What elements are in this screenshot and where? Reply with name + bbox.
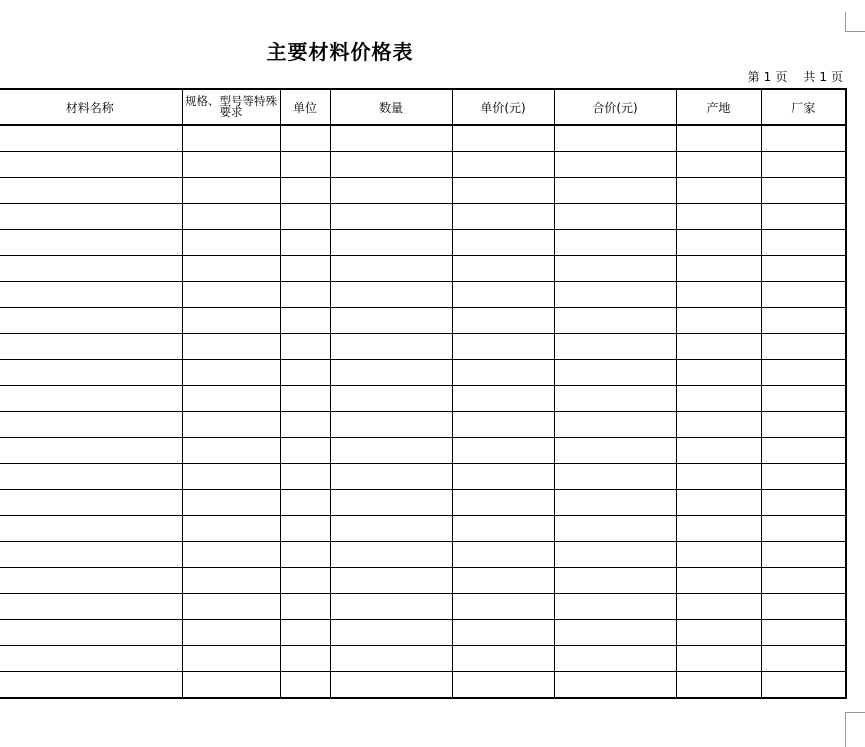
table-row — [0, 282, 846, 308]
cell-origin — [676, 516, 761, 542]
cell-unit — [280, 360, 330, 386]
cell-quantity — [330, 152, 452, 178]
cell-origin — [676, 568, 761, 594]
cell-unit-price — [452, 672, 554, 699]
cell-manufacturer — [761, 178, 846, 204]
cell-unit — [280, 386, 330, 412]
cell-origin — [676, 386, 761, 412]
material-price-table — [0, 88, 847, 699]
cell-origin — [676, 204, 761, 230]
cell-spec-requirements — [182, 672, 280, 699]
cell-material-name — [0, 178, 182, 204]
header-manufacturer: 厂家 — [761, 89, 846, 125]
cell-quantity — [330, 412, 452, 438]
cell-unit — [280, 542, 330, 568]
cell-unit — [280, 646, 330, 672]
cell-origin — [676, 672, 761, 699]
cell-total-price — [554, 230, 676, 256]
total-pages-number: 1 — [819, 70, 827, 84]
cell-spec-requirements — [182, 620, 280, 646]
cell-unit-price — [452, 125, 554, 152]
cell-total-price — [554, 568, 676, 594]
table-body — [0, 125, 846, 698]
cell-quantity — [330, 256, 452, 282]
table-row — [0, 412, 846, 438]
cell-total-price — [554, 256, 676, 282]
table-row — [0, 516, 846, 542]
table-row — [0, 125, 846, 152]
header-total-price: 合价(元) — [554, 89, 676, 125]
cell-total-price — [554, 178, 676, 204]
cell-unit — [280, 334, 330, 360]
cell-quantity — [330, 464, 452, 490]
cell-spec-requirements — [182, 646, 280, 672]
header-unit-price: 单价(元) — [452, 89, 554, 125]
table-row — [0, 438, 846, 464]
cell-unit — [280, 230, 330, 256]
cell-unit-price — [452, 360, 554, 386]
cell-unit-price — [452, 568, 554, 594]
cell-material-name — [0, 125, 182, 152]
crop-mark-top-right — [845, 12, 865, 32]
cell-manufacturer — [761, 568, 846, 594]
cell-material-name — [0, 594, 182, 620]
cell-spec-requirements — [182, 412, 280, 438]
cell-total-price — [554, 204, 676, 230]
cell-manufacturer — [761, 542, 846, 568]
cell-origin — [676, 646, 761, 672]
page-number-info — [744, 68, 843, 85]
cell-manufacturer — [761, 282, 846, 308]
cell-spec-requirements — [182, 594, 280, 620]
cell-origin — [676, 438, 761, 464]
cell-material-name — [0, 620, 182, 646]
cell-quantity — [330, 516, 452, 542]
cell-total-price — [554, 386, 676, 412]
cell-unit — [280, 204, 330, 230]
cell-manufacturer — [761, 334, 846, 360]
table-row — [0, 152, 846, 178]
cell-unit — [280, 568, 330, 594]
cell-total-price — [554, 438, 676, 464]
cell-unit-price — [452, 516, 554, 542]
cell-quantity — [330, 620, 452, 646]
cell-manufacturer — [761, 594, 846, 620]
cell-material-name — [0, 438, 182, 464]
cell-origin — [676, 152, 761, 178]
cell-quantity — [330, 490, 452, 516]
cell-unit-price — [452, 204, 554, 230]
crop-mark-bottom-right — [845, 712, 865, 747]
cell-material-name — [0, 490, 182, 516]
cell-origin — [676, 256, 761, 282]
header-spec-requirements: 规格、型号等特殊要求 — [182, 89, 280, 125]
cell-spec-requirements — [182, 334, 280, 360]
cell-manufacturer — [761, 412, 846, 438]
cell-total-price — [554, 282, 676, 308]
cell-total-price — [554, 646, 676, 672]
table-row — [0, 204, 846, 230]
cell-unit-price — [452, 412, 554, 438]
cell-origin — [676, 412, 761, 438]
cell-spec-requirements — [182, 386, 280, 412]
cell-quantity — [330, 230, 452, 256]
cell-manufacturer — [761, 646, 846, 672]
page-title: 主要材料价格表 — [266, 40, 414, 64]
cell-quantity — [330, 568, 452, 594]
cell-origin — [676, 620, 761, 646]
cell-origin — [676, 334, 761, 360]
cell-quantity — [330, 672, 452, 699]
cell-quantity — [330, 646, 452, 672]
current-page-prefix: 第 — [747, 70, 760, 84]
cell-unit — [280, 490, 330, 516]
cell-material-name — [0, 230, 182, 256]
cell-total-price — [554, 360, 676, 386]
table-row — [0, 620, 846, 646]
cell-manufacturer — [761, 360, 846, 386]
cell-material-name — [0, 516, 182, 542]
cell-material-name — [0, 256, 182, 282]
cell-total-price — [554, 516, 676, 542]
cell-spec-requirements — [182, 360, 280, 386]
cell-manufacturer — [761, 256, 846, 282]
cell-material-name — [0, 412, 182, 438]
cell-total-price — [554, 125, 676, 152]
cell-quantity — [330, 438, 452, 464]
cell-unit-price — [452, 178, 554, 204]
cell-spec-requirements — [182, 516, 280, 542]
table-row — [0, 386, 846, 412]
header-material-name: 材料名称 — [0, 89, 182, 125]
cell-manufacturer — [761, 438, 846, 464]
cell-material-name — [0, 308, 182, 334]
cell-origin — [676, 360, 761, 386]
cell-material-name — [0, 282, 182, 308]
cell-origin — [676, 594, 761, 620]
table-row — [0, 230, 846, 256]
cell-unit-price — [452, 282, 554, 308]
cell-unit-price — [452, 542, 554, 568]
cell-material-name — [0, 204, 182, 230]
cell-quantity — [330, 334, 452, 360]
cell-unit — [280, 672, 330, 699]
cell-total-price — [554, 464, 676, 490]
current-page-suffix: 页 — [775, 70, 788, 84]
table-header-row — [0, 89, 846, 125]
cell-spec-requirements — [182, 568, 280, 594]
cell-material-name — [0, 568, 182, 594]
cell-origin — [676, 464, 761, 490]
cell-total-price — [554, 620, 676, 646]
cell-quantity — [330, 308, 452, 334]
cell-material-name — [0, 334, 182, 360]
cell-total-price — [554, 152, 676, 178]
cell-manufacturer — [761, 230, 846, 256]
table-row — [0, 360, 846, 386]
cell-unit — [280, 438, 330, 464]
cell-unit-price — [452, 464, 554, 490]
cell-material-name — [0, 464, 182, 490]
table-row — [0, 646, 846, 672]
cell-manufacturer — [761, 464, 846, 490]
cell-total-price — [554, 672, 676, 699]
cell-manufacturer — [761, 386, 846, 412]
cell-origin — [676, 178, 761, 204]
cell-origin — [676, 542, 761, 568]
cell-unit-price — [452, 308, 554, 334]
total-pages-prefix: 共 — [803, 70, 816, 84]
cell-manufacturer — [761, 204, 846, 230]
cell-total-price — [554, 334, 676, 360]
header-quantity: 数量 — [330, 89, 452, 125]
table-row — [0, 334, 846, 360]
cell-material-name — [0, 360, 182, 386]
cell-quantity — [330, 594, 452, 620]
table-row — [0, 672, 846, 699]
cell-total-price — [554, 490, 676, 516]
cell-unit — [280, 464, 330, 490]
cell-unit — [280, 282, 330, 308]
cell-total-price — [554, 542, 676, 568]
table-row — [0, 542, 846, 568]
cell-material-name — [0, 542, 182, 568]
cell-spec-requirements — [182, 256, 280, 282]
cell-spec-requirements — [182, 490, 280, 516]
cell-total-price — [554, 412, 676, 438]
cell-unit-price — [452, 490, 554, 516]
cell-manufacturer — [761, 125, 846, 152]
cell-spec-requirements — [182, 464, 280, 490]
cell-quantity — [330, 542, 452, 568]
cell-unit-price — [452, 438, 554, 464]
cell-spec-requirements — [182, 308, 280, 334]
cell-origin — [676, 230, 761, 256]
total-pages-suffix: 页 — [830, 70, 843, 84]
cell-unit — [280, 125, 330, 152]
cell-material-name — [0, 386, 182, 412]
cell-unit — [280, 308, 330, 334]
cell-quantity — [330, 282, 452, 308]
table-row — [0, 490, 846, 516]
cell-quantity — [330, 178, 452, 204]
cell-manufacturer — [761, 672, 846, 699]
cell-manufacturer — [761, 308, 846, 334]
cell-spec-requirements — [182, 542, 280, 568]
cell-quantity — [330, 204, 452, 230]
cell-quantity — [330, 125, 452, 152]
cell-manufacturer — [761, 152, 846, 178]
header-unit: 单位 — [280, 89, 330, 125]
cell-total-price — [554, 308, 676, 334]
cell-spec-requirements — [182, 125, 280, 152]
cell-unit — [280, 152, 330, 178]
cell-unit — [280, 594, 330, 620]
cell-origin — [676, 282, 761, 308]
cell-unit-price — [452, 152, 554, 178]
cell-origin — [676, 490, 761, 516]
cell-spec-requirements — [182, 204, 280, 230]
cell-material-name — [0, 672, 182, 699]
cell-manufacturer — [761, 516, 846, 542]
current-page-number: 1 — [763, 70, 772, 84]
cell-unit — [280, 256, 330, 282]
table-row — [0, 568, 846, 594]
cell-material-name — [0, 152, 182, 178]
cell-spec-requirements — [182, 282, 280, 308]
cell-spec-requirements — [182, 152, 280, 178]
cell-quantity — [330, 360, 452, 386]
cell-quantity — [330, 386, 452, 412]
cell-spec-requirements — [182, 230, 280, 256]
cell-unit-price — [452, 594, 554, 620]
cell-total-price — [554, 594, 676, 620]
cell-manufacturer — [761, 490, 846, 516]
cell-material-name — [0, 646, 182, 672]
cell-unit-price — [452, 386, 554, 412]
table-row — [0, 308, 846, 334]
table-row — [0, 594, 846, 620]
cell-manufacturer — [761, 620, 846, 646]
cell-unit-price — [452, 256, 554, 282]
header-origin: 产地 — [676, 89, 761, 125]
table-row — [0, 464, 846, 490]
cell-unit — [280, 412, 330, 438]
cell-origin — [676, 125, 761, 152]
cell-spec-requirements — [182, 178, 280, 204]
cell-unit — [280, 178, 330, 204]
cell-unit-price — [452, 646, 554, 672]
cell-origin — [676, 308, 761, 334]
cell-unit-price — [452, 334, 554, 360]
table-row — [0, 256, 846, 282]
cell-spec-requirements — [182, 438, 280, 464]
cell-unit-price — [452, 620, 554, 646]
cell-unit — [280, 516, 330, 542]
table-row — [0, 178, 846, 204]
cell-unit-price — [452, 230, 554, 256]
cell-unit — [280, 620, 330, 646]
